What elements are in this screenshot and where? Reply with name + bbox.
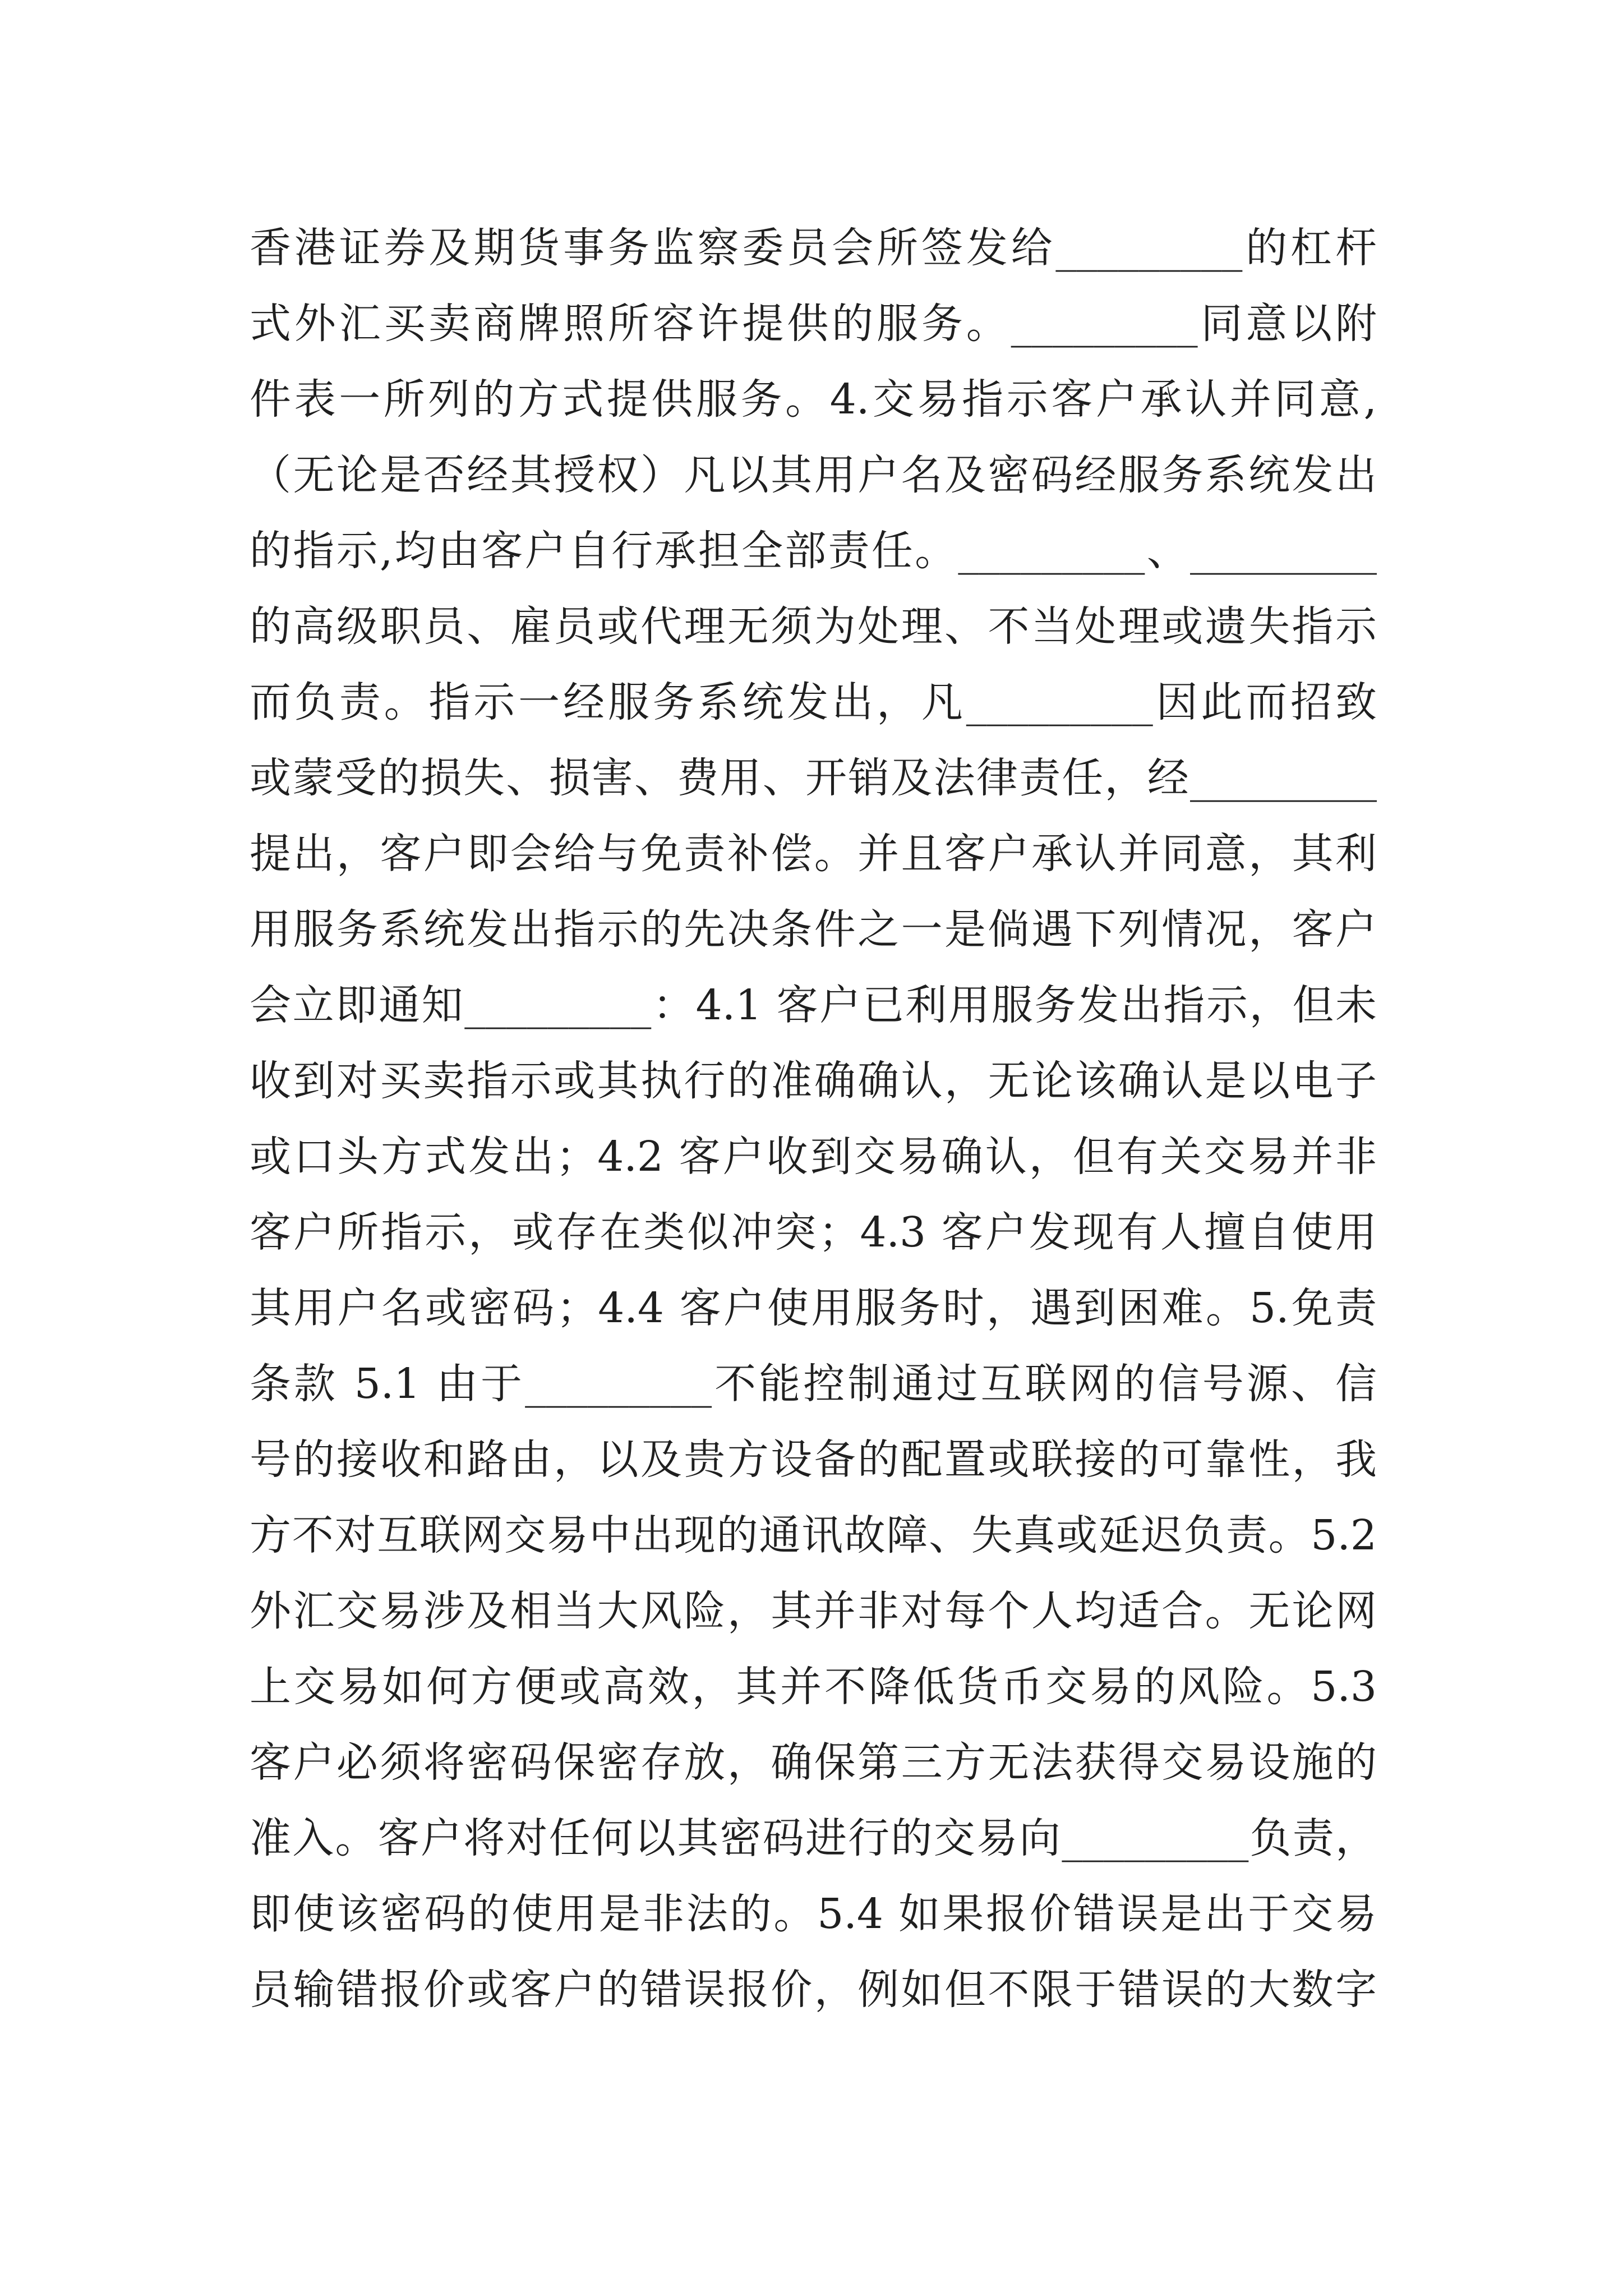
text-line: 方不对互联网交易中出现的通讯故障、失真或延迟负责。5.2	[250, 1511, 1377, 1559]
text-line: 的指示,均由客户自行承担全部责任。_________、_________	[250, 527, 1377, 575]
text-line: 客户所指示，或存在类似冲突；4.3 客户发现有人擅自使用	[250, 1208, 1377, 1257]
text-line: 或蒙受的损失、损害、费用、开销及法律责任，经_________	[250, 754, 1377, 802]
text-line: 香港证券及期货事务监察委员会所签发给_________的杠杆	[250, 224, 1377, 272]
text-line: 外汇交易涉及相当大风险，其并非对每个人均适合。无论网	[250, 1587, 1377, 1635]
text-line: 客户必须将密码保密存放，确保第三方无法获得交易设施的	[250, 1738, 1377, 1787]
text-line: 条款 5.1 由于_________不能控制通过互联网的信号源、信	[250, 1360, 1377, 1408]
text-line: （无论是否经其授权）凡以其用户名及密码经服务系统发出	[250, 451, 1377, 499]
body-text	[250, 210, 1377, 2028]
text-line: 而负责。指示一经服务系统发出，凡_________因此而招致	[250, 678, 1377, 726]
text-line: 的高级职员、雇员或代理无须为处理、不当处理或遗失指示	[250, 602, 1377, 651]
text-line: 即使该密码的使用是非法的。5.4 如果报价错误是出于交易	[250, 1890, 1377, 1938]
text-line: 式外汇买卖商牌照所容许提供的服务。_________同意以附	[250, 300, 1377, 348]
text-line: 准入。客户将对任何以其密码进行的交易向_________负责，	[250, 1814, 1377, 1862]
text-line: 其用户名或密码；4.4 客户使用服务时，遇到困难。5.免责	[250, 1284, 1377, 1332]
text-line: 收到对买卖指示或其执行的准确确认，无论该确认是以电子	[250, 1057, 1377, 1105]
text-line: 用服务系统发出指示的先决条件之一是倘遇下列情况，客户	[250, 905, 1377, 954]
text-line: 上交易如何方便或高效，其并不降低货币交易的风险。5.3	[250, 1663, 1377, 1711]
text-line: 号的接收和路由，以及贵方设备的配置或联接的可靠性，我	[250, 1435, 1377, 1484]
text-line: 件表一所列的方式提供服务。4.交易指示客户承认并同意,	[250, 375, 1377, 424]
text-line: 或口头方式发出；4.2 客户收到交易确认，但有关交易并非	[250, 1133, 1377, 1181]
text-line: 员输错报价或客户的错误报价，例如但不限于错误的大数字	[250, 1966, 1377, 2014]
text-line: 提出，客户即会给与免责补偿。并且客户承认并同意，其利	[250, 830, 1377, 878]
text-line: 会立即通知_________：4.1 客户已利用服务发出指示，但未	[250, 981, 1377, 1029]
